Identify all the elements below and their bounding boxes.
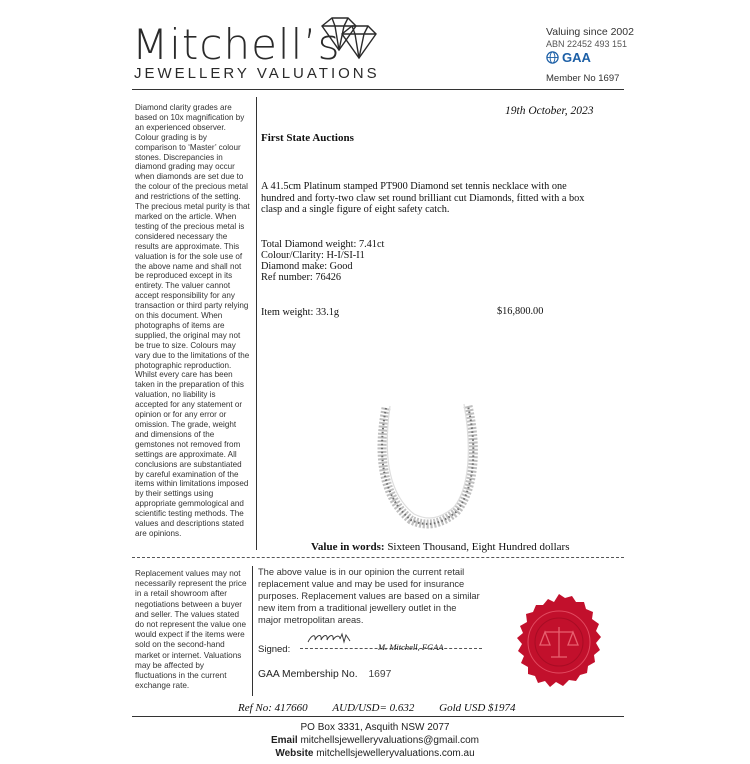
brand-subtitle: JEWELLERY VALUATIONS xyxy=(134,65,380,82)
valuing-since: Valuing since 2002 xyxy=(546,26,634,38)
website-label: Website xyxy=(275,748,314,759)
value-words-text: Sixteen Thousand, Eight Hundred dollars xyxy=(387,541,570,553)
header-rule xyxy=(132,89,624,90)
replacement-note: Replacement values may not necessarily represent the price in a retail showroom after negotiations between a buyer and seller. The values stated do not represent the value one would expect if the items were sold on the second-hand market or internet. Valuations may be affected by fluctuations in the current exchange rate. xyxy=(135,569,247,691)
gold-price: Gold USD $1974 xyxy=(439,702,516,714)
email-label: Email xyxy=(270,735,298,746)
gaa-logo xyxy=(546,50,591,65)
gaa-logo-text: GAA xyxy=(562,50,591,65)
member-number: Member No 1697 xyxy=(546,73,620,84)
disclaimer-text: Diamond clarity grades are based on 10x magnification by an experienced observer. Colour grading is by comparison to ‘Master’ colour stones. Discrepancies in diamond grading may occur when diamonds are set due to the colour of the precious metal and restrictions of the setting. The precious metal purity is that marked on the article. When testing of the precious metal is considered necessary the results are approximate. This valuation is for the sole use of the above name and shall not be reproduced except in its entirety. The valuer cannot accept responsibility for any transaction or third party relying on this document. When photographs of items are supplied, the original may not be true to size. Colours may vary due to the limitations of the photographic reproduction. Whilst every care has been taken in the preparation of this valuation, no liability is accepted for any statement or opinion or for any error or omission. The grade, weight and dimensions of the gemstones not removed from settings are approximate. All conclusions are substantiated by careful examination of the items within limitations imposed by their settings using appropriate gemmological and scientific testing methods. The values and descriptions stated are opinions. xyxy=(135,103,250,538)
website-link[interactable]: mitchellsjewelleryvaluations.com.au xyxy=(316,748,475,759)
footer-email xyxy=(0,735,750,746)
valuation-date: 19th October, 2023 xyxy=(505,105,594,117)
gaa-membership-label: GAA Membership No. xyxy=(258,669,358,680)
email-link[interactable]: mitchellsjewelleryvaluations@gmail.com xyxy=(300,735,479,746)
diamond-weight: Total Diamond weight: 7.41ct xyxy=(261,239,385,250)
abn: ABN 22452 493 151 xyxy=(546,39,628,49)
gaa-membership xyxy=(258,669,391,680)
lower-column-divider xyxy=(252,566,253,696)
signature-image xyxy=(306,630,358,646)
opinion-text: The above value is in our opinion the current retail replacement value and may be used for insurance purposes. Replacement values are based on a similar new item from a traditional jewellery outlet in the major metropolitan areas. xyxy=(258,567,480,625)
diamond-make: Diamond make: Good xyxy=(261,261,353,272)
reference-line xyxy=(238,702,568,714)
ref-no: Ref No: 417660 xyxy=(238,702,308,714)
item-weight: Item weight: 33.1g xyxy=(261,307,340,318)
gaa-membership-number: 1697 xyxy=(368,669,392,680)
necklace-photo xyxy=(356,400,496,535)
column-divider xyxy=(256,97,257,550)
item-description: A 41.5cm Platinum stamped PT900 Diamond set tennis necklace with one hundred and forty-two claw set round brilliant cut Diamonds, fitted with a box clasp and a single figure of eight safety catch. xyxy=(261,181,585,215)
brand-name: Mitchell’s xyxy=(132,20,341,69)
colour-clarity: Colour/Clarity: H-I/SI-I1 xyxy=(261,250,365,261)
footer-address: PO Box 3331, Asquith NSW 2077 xyxy=(300,722,450,733)
value-in-words xyxy=(311,541,570,553)
exchange-rate: AUD/USD= 0.632 xyxy=(332,702,415,714)
ref-number: Ref number: 76426 xyxy=(261,272,342,283)
section-divider xyxy=(132,557,624,558)
value-words-label: Value in words: xyxy=(311,541,385,553)
signed-label: Signed: xyxy=(258,644,291,655)
wax-seal-icon xyxy=(506,590,612,694)
globe-icon xyxy=(546,51,559,64)
footer-website xyxy=(0,748,750,759)
signer-name: M. Mitchell, FGAA xyxy=(378,642,444,652)
valuation-price: $16,800.00 xyxy=(497,306,544,317)
footer-rule xyxy=(132,716,624,717)
diamonds-logo-icon xyxy=(318,14,380,64)
client-name: First State Auctions xyxy=(261,132,354,144)
